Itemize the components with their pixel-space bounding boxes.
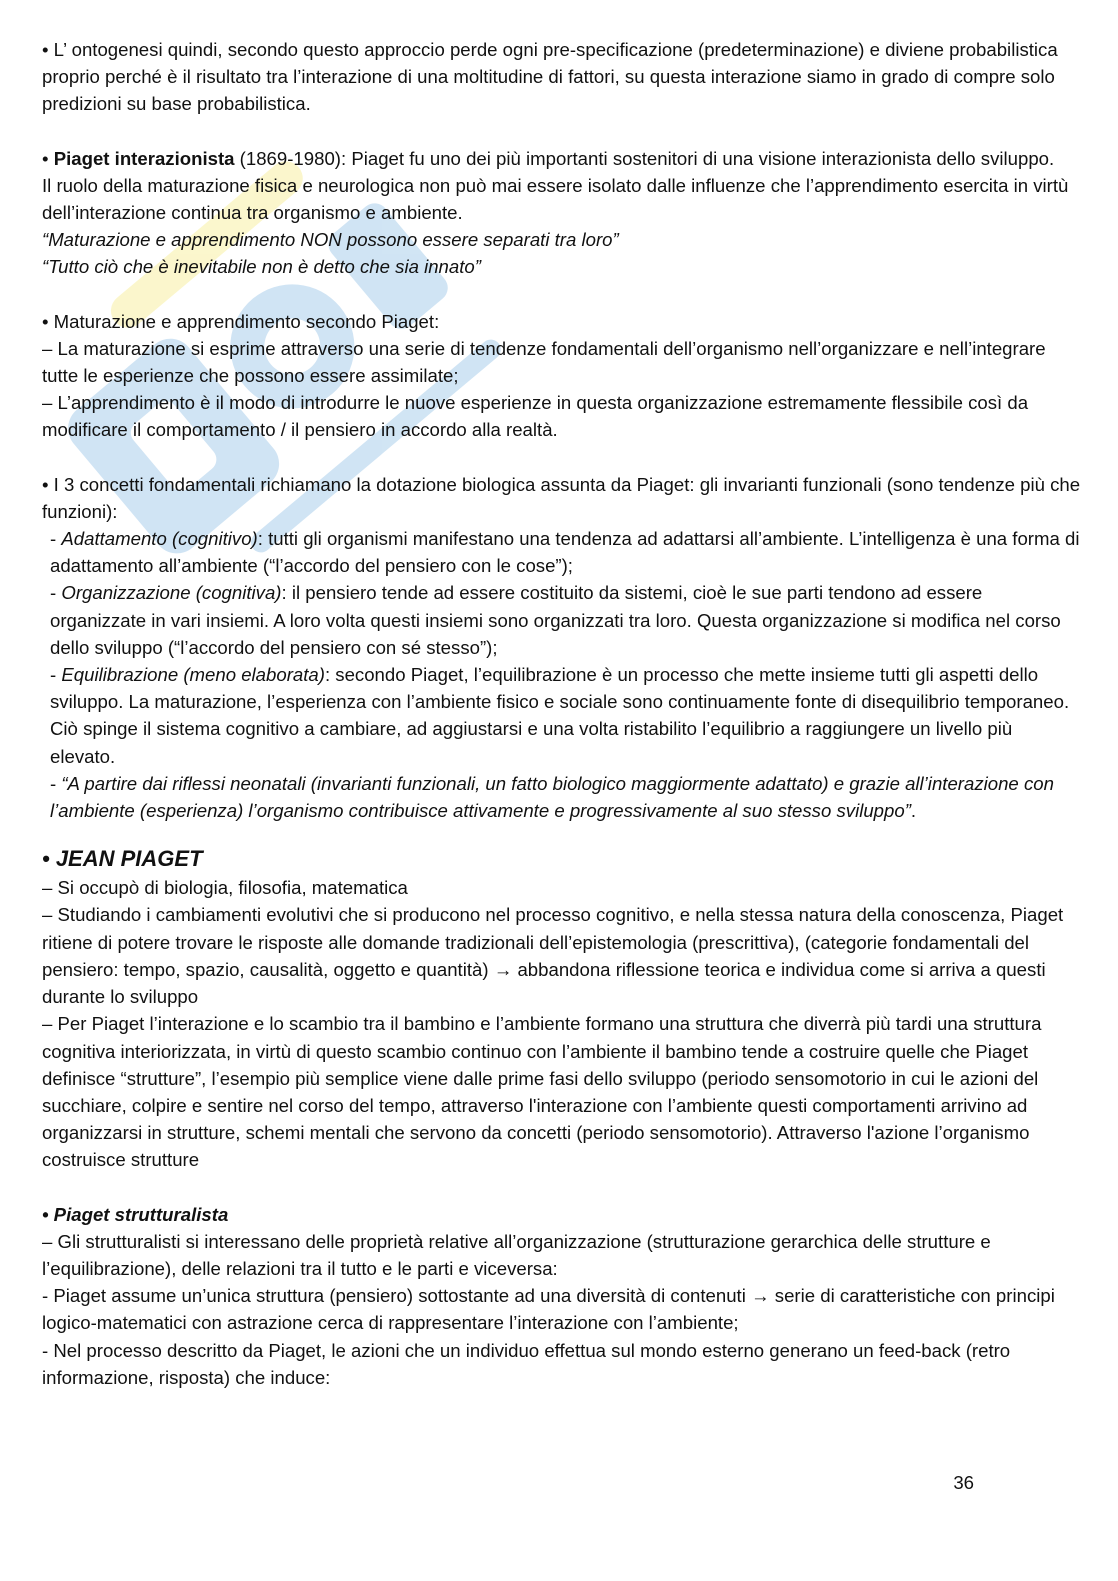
bullet: • bbox=[42, 147, 54, 169]
quote-riflessi-neonatali: “A partire dai riflessi neonatali (invarianti funzionali, un fatto biologico maggiormente adattato) e grazie all’interazione con l’ambiente (esperienza) l’organismo contribuisce attivamente e progressivamente al suo stesso sviluppo” bbox=[50, 772, 1054, 822]
paragraph-unica-struttura: - Piaget assume un’unica struttura (pensiero) sottostante ad una diversità di contenuti → serie di caratteristiche con principi logico-matematici con astrazione cerca di rappresentare l’interazione con l’ambiente; bbox=[42, 1285, 1055, 1334]
list-item-adattamento bbox=[42, 525, 1082, 579]
paragraph-piaget-interazionista bbox=[42, 145, 1082, 172]
quote-maturazione: “Maturazione e apprendimento NON possono essere separati tra loro” bbox=[42, 229, 619, 251]
heading-jean-piaget: • JEAN PIAGET bbox=[42, 846, 203, 872]
page-number: 36 bbox=[953, 1472, 974, 1493]
list-text-end: . bbox=[910, 800, 917, 822]
paragraph-maturazione-fisica: Il ruolo della maturazione fisica e neurologica non può mai essere isolato dalle influenze che l’apprendimento esercita in virtù dell’interazione continua tra organismo e ambiente. bbox=[42, 174, 1069, 224]
page-content bbox=[42, 36, 1082, 1391]
quote-innato: “Tutto ciò che è inevitabile non è detto che sia innato” bbox=[42, 256, 481, 278]
paragraph-feedback: - Nel processo descritto da Piaget, le azioni che un individuo effettua sul mondo esterno generano un feed-back (retro informazione, risposta) che induce: bbox=[42, 1339, 1011, 1388]
paragraph-text: (1869-1980): Piaget fu uno dei più importanti sostenitori di una visione interazionista dello sviluppo. bbox=[234, 147, 1055, 169]
list-text: : il pensiero tende ad essere costituito da sistemi, cioè le sue parti tendono ad essere organizzate in vari insiemi. A loro volta questi insiemi sono organizzati tra loro. Questa organizzazione si modifica nel corso dello sviluppo (“l’accordo del pensiero con sé stesso”); bbox=[50, 582, 1061, 658]
term-piaget-interazionista: Piaget interazionista bbox=[53, 147, 235, 169]
heading-piaget-strutturalista: • Piaget strutturalista bbox=[42, 1203, 229, 1225]
list-text: : tutti gli organismi manifestano una tendenza ad adattarsi all’ambiente. L’intelligenza è una forma di adattamento all’ambiente (“l’accordo del pensiero con le cose”); bbox=[50, 528, 1080, 577]
paragraph-strutture: – Per Piaget l’interazione e lo scambio tra il bambino e l’ambiente formano una struttura che diverrà più tardi una struttura cognitiva interiorizzata, in virtù di questo scambio continuo con l’ambiente il bambino tende a costruire quelle che Piaget definisce “strutture”, l’esempio più semplice viene dalle prime fasi dello sviluppo (periodo sensomotorio in cui le azioni del succhiare, colpire e sentire nel corso del tempo, attraverso l'interazione con l’ambiente questi comportamenti arrivino ad organizzarsi in strutture, schemi mentali che servono da concetti (periodo sensomotorio). Attraverso l'azione l’organismo costruisce strutture bbox=[42, 1013, 1042, 1171]
list-dash: - bbox=[50, 664, 62, 686]
paragraph-biologia: – Si occupò di biologia, filosofia, matematica bbox=[42, 877, 408, 899]
list-dash: - bbox=[50, 528, 62, 550]
term-adattamento: Adattamento (cognitivo) bbox=[61, 528, 258, 550]
paragraph-strutturalisti: – Gli strutturalisti si interessano delle proprietà relative all’organizzazione (strutturazione gerarchica delle strutture e l’equilibrazione), delle relazioni tra il tutto e le parti e viceversa: bbox=[42, 1230, 991, 1279]
list-item-equilibrazione bbox=[42, 661, 1082, 770]
list-dash: - bbox=[50, 582, 62, 604]
paragraph-apprendimento: – L’apprendimento è il modo di introdurre le nuove esperienze in questa organizzazione estremamente flessibile così da modificare il comportamento / il pensiero in accordo alla realtà. bbox=[42, 392, 1029, 441]
term-equilibrazione: Equilibrazione (meno elaborata) bbox=[61, 664, 325, 686]
paragraph-epistemologia: – Studiando i cambiamenti evolutivi che si producono nel processo cognitivo, e nella stessa natura della conoscenza, Piaget ritiene di potere trovare le risposte alle domande tradizionali dell’epistemologia (prescrittiva), (categorie fondamentali del pensiero: tempo, spazio, causalità, oggetto e quantità) → abbandona riflessione teorica e individua come si arriva a questi durante lo sviluppo bbox=[42, 904, 1064, 1008]
paragraph-maturazione-apprendimento: • Maturazione e apprendimento secondo Piaget: bbox=[42, 310, 440, 332]
paragraph-tre-concetti: • I 3 concetti fondamentali richiamano la dotazione biologica assunta da Piaget: gli invarianti funzionali (sono tendenze più che funzioni): bbox=[42, 473, 1081, 522]
paragraph-ontogenesi: • L’ ontogenesi quindi, secondo questo approccio perde ogni pre-specificazione (predeterminazione) e diviene probabilistica proprio perché è il risultato tra l’interazione di una moltitudine di fattori, su questa interazione siamo in grado di compre solo predizioni su base probabilistica. bbox=[42, 39, 1058, 115]
list-item-organizzazione bbox=[42, 579, 1082, 661]
list-text: : secondo Piaget, l’equilibrazione è un processo che mette insieme tutti gli aspetti dello sviluppo. La maturazione, l’esperienza con l’ambiente fisico e sociale sono continuamente fonte di disequilibrio temporaneo. Ciò spinge il sistema cognitivo a cambiare, ad aggiustarsi e una volta ristabilito l’equilibrio a raggiungere un livello più elevato. bbox=[50, 664, 1070, 767]
list-dash: - bbox=[50, 772, 62, 794]
list-item-riflessi bbox=[42, 770, 1082, 824]
term-organizzazione: Organizzazione (cognitiva) bbox=[61, 582, 282, 604]
paragraph-maturazione-tendenze: – La maturazione si esprime attraverso una serie di tendenze fondamentali dell’organismo nell’organizzare e nell’integrare tutte le esperienze che possono essere assimilate; bbox=[42, 337, 1046, 387]
